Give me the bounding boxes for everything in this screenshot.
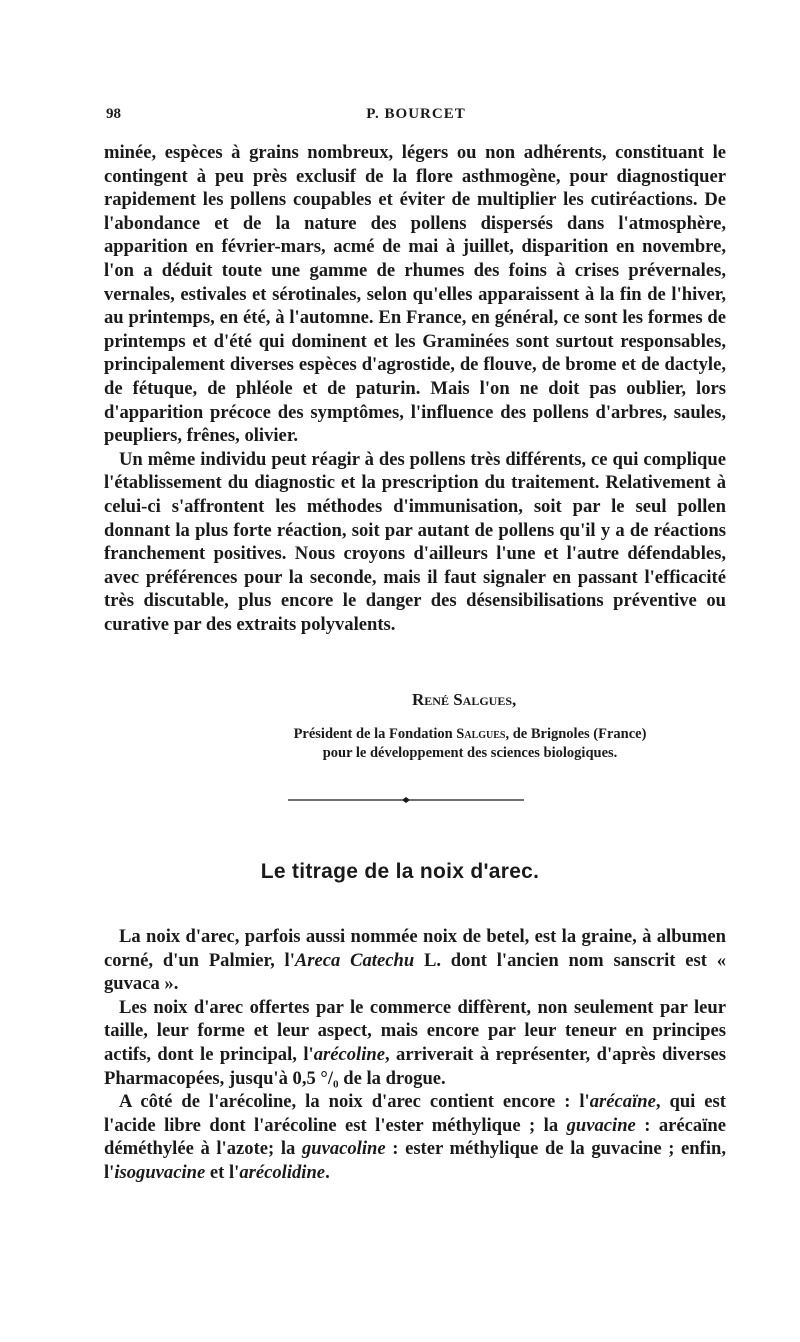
article-title: Le titrage de la noix d'arec. bbox=[260, 860, 540, 883]
term-guvacoline: guvacoline bbox=[301, 1138, 386, 1160]
section-divider bbox=[288, 797, 524, 803]
section-1-body bbox=[104, 141, 726, 636]
article-paragraph-2: Les noix d'arec offertes par le commerce diffèrent, non seulement par leur taille, leur forme et leur aspect, mais encore par leur teneur en principes actifs, dont le principal, l'arécoline, arriverait à représenter, d'après diverses Pharmacopées, jusqu'à 0,5 °/₀ de la drogue. bbox=[104, 996, 726, 1089]
running-head-author: P. BOURCET bbox=[366, 106, 466, 122]
page-number: 98 bbox=[106, 106, 121, 122]
article-paragraph-1: La noix d'arec, parfois aussi nommée noix de betel, est la graine, à albumen corné, d'un Palmier, l'Areca Catechu L. dont l'ancien nom sanscrit est « guvaca ». bbox=[104, 926, 726, 995]
affiliation-suffix: , de Brignoles (France) bbox=[505, 726, 647, 742]
paragraph-2: Un même individu peut réagir à des pollens très différents, ce qui complique l'établissement du diagnostic et la prescription du traitement. Relativement à celui-ci s'affrontent les méthodes d'immunisation, soit par le seul pollen donnant la plus forte réaction, soit par autant de pollens qu'il y a de réactions franchement positives. Nous croyons d'ailleurs l'une et l'autre défendables, avec préférences pour la seconde, mais il faut signaler en passant l'efficacité très discutable, plus encore le danger des désensibilisations préventive ou curative par des extraits polyvalents. bbox=[104, 448, 726, 635]
paragraph-1: minée, espèces à grains nombreux, légers ou non adhérents, constituant le contingent à peu près exclusif de la flore asthmogène, pour diagnostiquer rapidement les pollens coupables et éviter de multiplier les cutiréactions. De l'abondance et de la nature des pollens dispersés dans l'atmosphère, apparition en février-mars, acmé de mai à juillet, disparition en novembre, l'on a déduit toute une gamme de rhumes des foins à crises prévernales, vernales, estivales et sérotinales, selon qu'elles apparaissent à la fin de l'hiver, au printemps, en été, à l'automne. En France, en général, ce sont les formes de printemps et d'été qui dominent et les Graminées sont surtout responsables, principalement diverses espèces d'agrostide, de flouve, de brome et de dactyle, de fétuque, de phléole et de paturin. Mais l'on ne doit pas oublier, lors d'apparition précoce des symptômes, l'influence des pollens d'arbres, saules, peupliers, frênes, olivier. bbox=[104, 142, 726, 447]
signature-affiliation-line-1 bbox=[250, 726, 690, 743]
term-arecoline: arécoline bbox=[313, 1043, 385, 1065]
article-paragraph-3: A côté de l'arécoline, la noix d'arec contient encore : l'arécaïne, qui est l'acide libre dont l'arécoline est l'ester méthylique ; la guvacine : arécaïne déméthylée à l'azote; la guvacoline : ester méthylique de la guvacine ; enfin, l'isoguvacine et l'arécolidine. bbox=[104, 1091, 726, 1183]
affiliation-org: Salgues bbox=[456, 726, 506, 742]
species-name: Areca Catechu bbox=[294, 949, 415, 971]
term-isoguvacine: isoguvacine bbox=[114, 1161, 206, 1183]
term-arecaine: arécaïne bbox=[589, 1091, 656, 1113]
running-head bbox=[106, 106, 726, 128]
term-arecolidine: arécolidine bbox=[239, 1161, 326, 1183]
term-guvacine: guvacine bbox=[566, 1114, 636, 1136]
affiliation-prefix: Président de la Fondation bbox=[293, 726, 457, 742]
divider-diamond-icon bbox=[402, 797, 410, 803]
signature-affiliation-line-2: pour le développement des sciences biologiques. bbox=[322, 745, 618, 761]
section-2-body bbox=[104, 925, 726, 1185]
signature-name: René Salgues, bbox=[412, 690, 517, 709]
